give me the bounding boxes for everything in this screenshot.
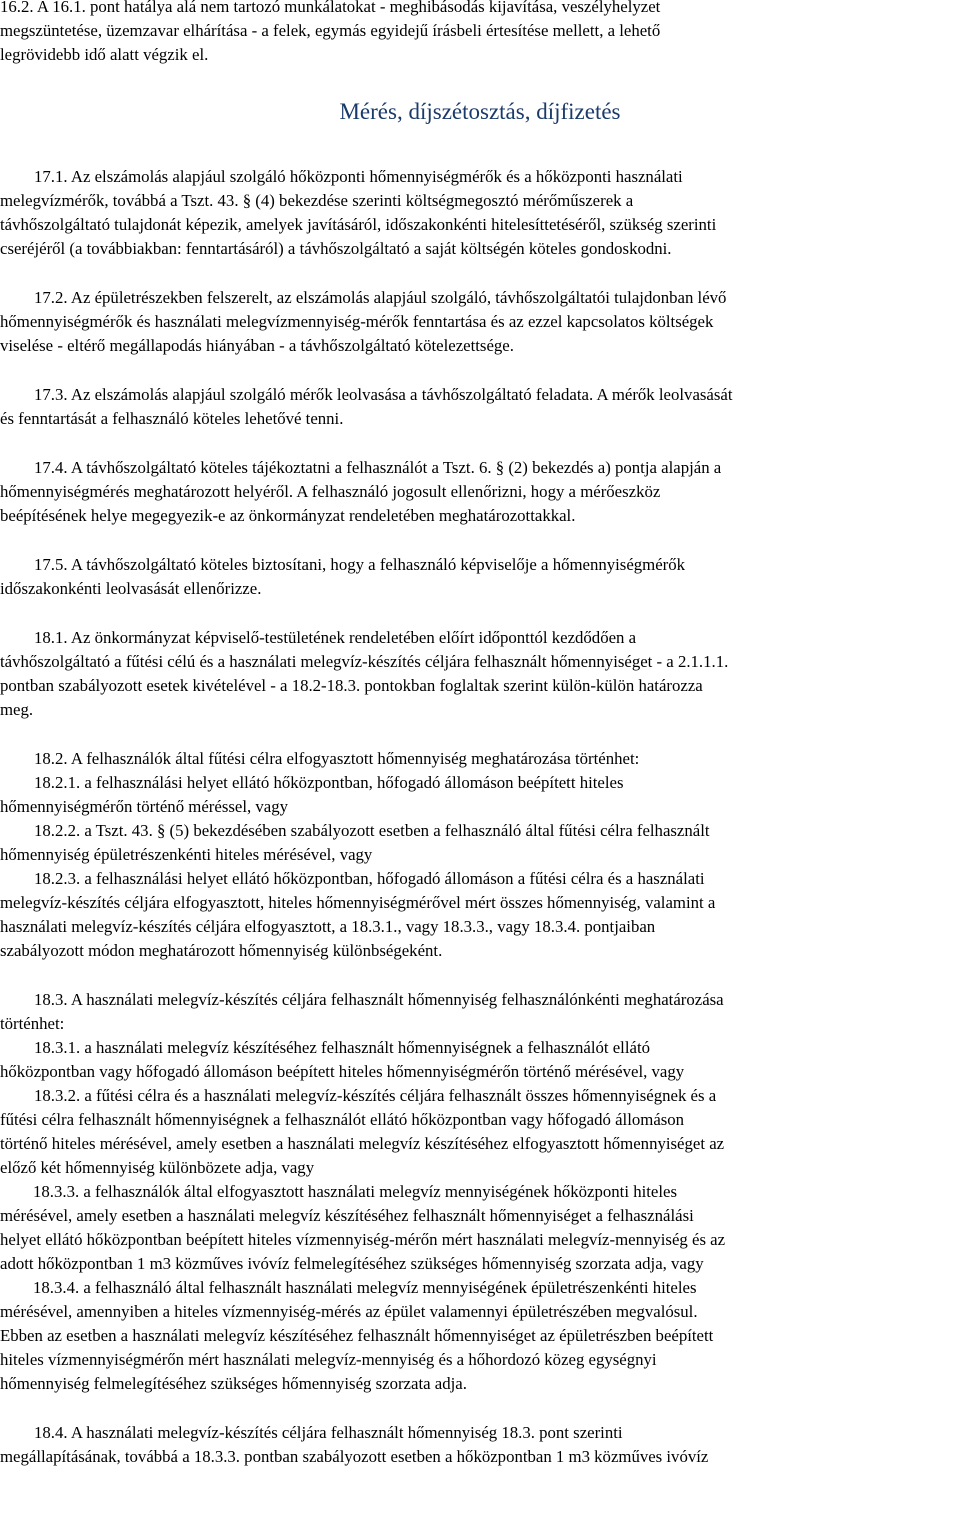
text-line: 18.2.2. a Tszt. 43. § (5) bekezdésében szabályozott esetben a felhasználó által fűtési célra felhasznált — [34, 821, 710, 840]
text-line: mérésével, amennyiben a hiteles vízmennyiség-mérés az épület valamennyi épületrészében megvalósul. — [0, 1302, 698, 1321]
text-line: 18.2. A felhasználók által fűtési célra elfogyasztott hőmennyiség meghatározása történhet: — [34, 749, 640, 768]
text-line: 17.5. A távhőszolgáltató köteles biztosítani, hogy a felhasználó képviselője a hőmennyiségmérők — [34, 555, 686, 574]
text-line: hőmennyiségmérőn történő méréssel, vagy — [0, 797, 289, 816]
text-line: meg. — [0, 700, 34, 719]
text-line: 18.2.3. a felhasználási helyet ellátó hőközpontban, hőfogadó állomáson a fűtési célra és a használati — [34, 869, 705, 888]
text-line: melegvízmérők, továbbá a Tszt. 43. § (4) bekezdése szerinti költségmegosztó mérőműszerek a — [0, 191, 634, 210]
text-line: beépítésének helye megegyezik-e az önkormányzat rendeletében meghatározottakkal. — [0, 506, 576, 525]
text-line: hőmennyiségmérők és használati melegvízmennyiség-mérők fenntartása és az ezzel kapcsolatos költségek — [0, 312, 714, 331]
text-line: cseréjéről (a továbbiakban: fenntartásáról) a távhőszolgáltató a saját költségén köteles gondoskodni. — [0, 239, 672, 258]
text-line: mérésével, amely esetben a használati melegvíz készítéséhez felhasznált hőmennyiséget a felhasználási — [0, 1206, 694, 1225]
text-line: 18.2.1. a felhasználási helyet ellátó hőközpontban, hőfogadó állomáson beépített hiteles — [34, 773, 624, 792]
text-line: melegvíz-készítés céljára elfogyasztott, hiteles hőmennyiségmérővel mért összes hőmennyiség, valamint a — [0, 893, 716, 912]
text-line: fűtési célra felhasznált hőmennyiségnek a felhasználót ellátó hőközpontban vagy hőfogadó állomáson — [0, 1110, 685, 1129]
text-line: 17.3. Az elszámolás alapjául szolgáló mérők leolvasása a távhőszolgáltató feladata. A mérők leolvasását — [34, 385, 733, 404]
text-line: 17.1. Az elszámolás alapjául szolgáló hőközponti hőmennyiségmérők és a hőközponti használati — [34, 167, 683, 186]
text-line: 18.1. Az önkormányzat képviselő-testületének rendeletében előírt időponttól kezdődően a — [34, 628, 637, 647]
text-line: hőközpontban vagy hőfogadó állomáson beépített hiteles hőmennyiségmérőn történő mérésével, vagy — [0, 1062, 685, 1081]
text-line: távhőszolgáltató tulajdonát képezik, amelyek javításáról, időszakonkénti hitelesíttetéséről, szükség szerinti — [0, 215, 717, 234]
text-line: hőmennyiség épületrészenkénti hiteles mérésével, vagy — [0, 845, 373, 864]
text-line: megállapításának, továbbá a 18.3.3. pontban szabályozott esetben a hőközpontban 1 m3 közműves ivóvíz — [0, 1447, 709, 1466]
text-line: 17.2. Az épületrészekben felszerelt, az elszámolás alapjául szolgáló, távhőszolgáltatói tulajdonban lévő — [34, 288, 727, 307]
text-line: történhet: — [0, 1014, 65, 1033]
text-line: 16.2. A 16.1. pont hatálya alá nem tartozó munkálatokat - meghibásodás kijavítása, veszélyhelyzet — [0, 0, 661, 16]
text-line: 18.3.3. a felhasználók által elfogyasztott használati melegvíz mennyiségének hőközponti hiteles — [33, 1182, 678, 1201]
text-line: pontban szabályozott esetek kivételével - a 18.2-18.3. pontokban foglaltak szerint külön-külön határozza — [0, 676, 703, 695]
text-line: és fenntartását a felhasználó köteles lehetővé tenni. — [0, 409, 344, 428]
text-line: 17.4. A távhőszolgáltató köteles tájékoztatni a felhasználót a Tszt. 6. § (2) bekezdés a) pontja alapján a — [34, 458, 722, 477]
section-heading: Mérés, díjszétosztás, díjfizetés — [339, 99, 621, 124]
text-line: hőmennyiség felmelegítéséhez szükséges hőmennyiség szorzata adja. — [0, 1374, 467, 1393]
text-line: 18.3.1. a használati melegvíz készítéséhez felhasznált hőmennyiségnek a felhasználót ellátó — [34, 1038, 650, 1057]
text-line: Ebben az esetben a használati melegvíz készítéséhez felhasznált hőmennyiséget az épületrészben beépített — [0, 1326, 714, 1345]
text-line: 18.3. A használati melegvíz-készítés céljára felhasznált hőmennyiség felhasználónkénti meghatározása — [34, 990, 724, 1009]
text-line: 18.3.2. a fűtési célra és a használati melegvíz-készítés céljára felhasznált összes hőmennyiségnek és a — [34, 1086, 717, 1105]
text-line: időszakonkénti leolvasását ellenőrizze. — [0, 579, 262, 598]
text-line: viselése - eltérő megállapodás hiányában - a távhőszolgáltató kötelezettsége. — [0, 336, 514, 355]
text-line: szabályozott módon meghatározott hőmennyiség különbségeként. — [0, 941, 443, 960]
text-line: 18.3.4. a felhasználó által felhasznált használati melegvíz mennyiségének épületrészenkénti hiteles — [33, 1278, 697, 1297]
text-line: 18.4. A használati melegvíz-készítés céljára felhasznált hőmennyiség 18.3. pont szerinti — [34, 1423, 623, 1442]
text-line: használati melegvíz-készítés céljára elfogyasztott, a 18.3.1., vagy 18.3.3., vagy 18.3.4. pontjaiban — [0, 917, 656, 936]
text-line: távhőszolgáltató a fűtési célú és a használati melegvíz-készítés céljára felhasznált hőmennyiséget - a 2.1.1.1. — [0, 652, 729, 671]
text-line: megszüntetése, üzemzavar elhárítása - a felek, egymás egyidejű írásbeli értesítése mellett, a lehető — [0, 21, 661, 40]
text-line: történő hiteles mérésével, amely esetben a használati melegvíz készítéséhez elfogyasztott hőmennyiséget az — [0, 1134, 725, 1153]
text-line: legrövidebb idő alatt végzik el. — [0, 45, 209, 64]
text-line: hiteles vízmennyiségmérőn mért használati melegvíz-mennyiség és a hőhordozó közeg egységnyi — [0, 1350, 657, 1369]
text-line: előző két hőmennyiség különbözete adja, vagy — [0, 1158, 315, 1177]
text-line: adott hőközpontban 1 m3 közműves ivóvíz felmelegítéséhez szükséges hőmennyiség szorzata adja, vagy — [0, 1254, 704, 1273]
text-line: helyet ellátó hőközpontban beépített hiteles vízmennyiség-mérőn mért használati melegvíz-mennyiség és az — [0, 1230, 726, 1249]
text-line: hőmennyiségmérés meghatározott helyéről. A felhasználó jogosult ellenőrizni, hogy a mérőeszköz — [0, 482, 661, 501]
